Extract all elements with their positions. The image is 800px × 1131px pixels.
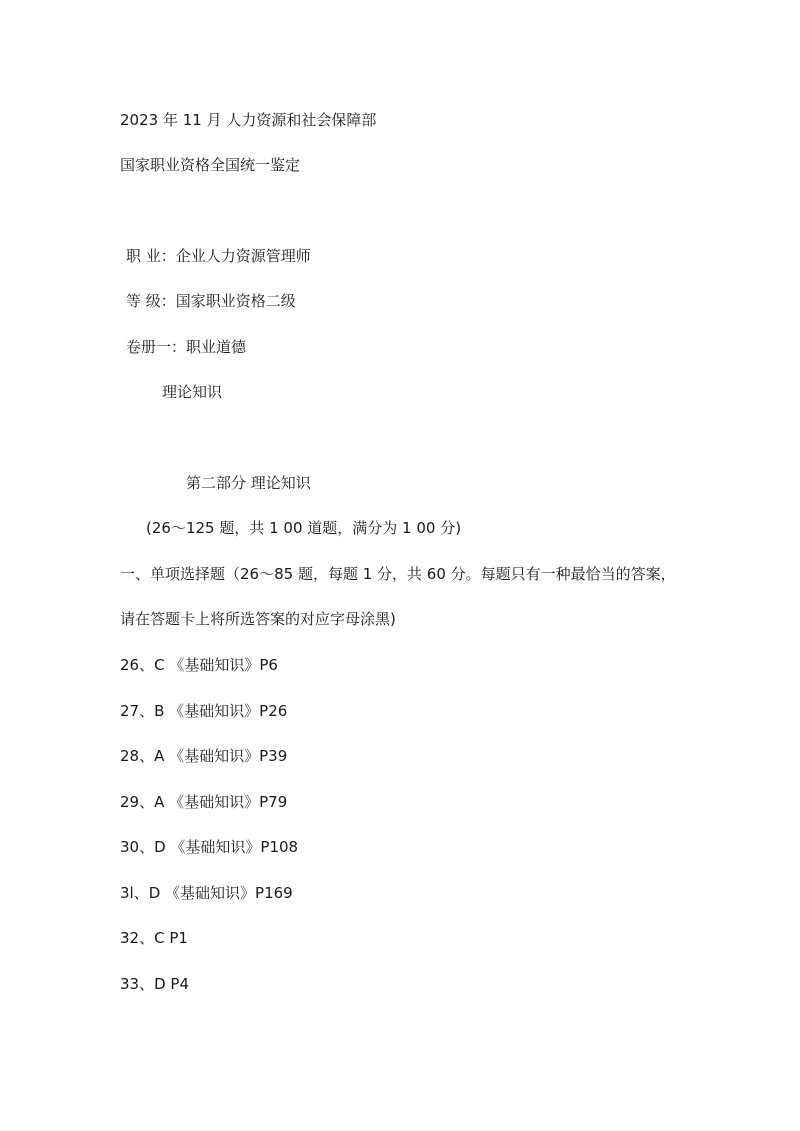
level-line: 等 级：国家职业资格二级 [126,292,296,310]
volume-line: 卷册一：职业道德 [126,338,247,356]
answer-item: 33、D P4 [120,974,189,993]
answer-item: 30、D 《基础知识》P108 [120,838,299,856]
header-date-ministry: 2023 年 11 月 人力资源和社会保障部 [120,111,377,129]
header-exam-name: 国家职业资格全国统一鉴定 [120,156,301,174]
answer-item: 29、A 《基础知识》P79 [120,792,288,811]
part-range: (26～125 题，共 1 00 道题，满分为 1 00 分) [146,519,462,537]
section-heading-line1: 一、单项选择题（26～85 题，每题 1 分，共 60 分。每题只有一种最恰当的答案， [120,565,676,583]
answer-item: 28、A 《基础知识》P39 [120,747,288,765]
answer-item: 3l、D 《基础知识》P169 [120,883,293,902]
occupation-line: 职 业：企业人力资源管理师 [126,247,311,265]
answer-list [120,655,298,1019]
theory-label: 理论知识 [162,383,223,401]
section-heading-line2: 请在答题卡上将所选答案的对应字母涂黑) [120,610,396,628]
answer-item: 26、C 《基础知识》P6 [120,656,278,674]
answer-item: 27、B 《基础知识》P26 [120,701,288,720]
part-title: 第二部分 理论知识 [186,474,311,492]
answer-item: 32、C P1 [120,929,188,947]
